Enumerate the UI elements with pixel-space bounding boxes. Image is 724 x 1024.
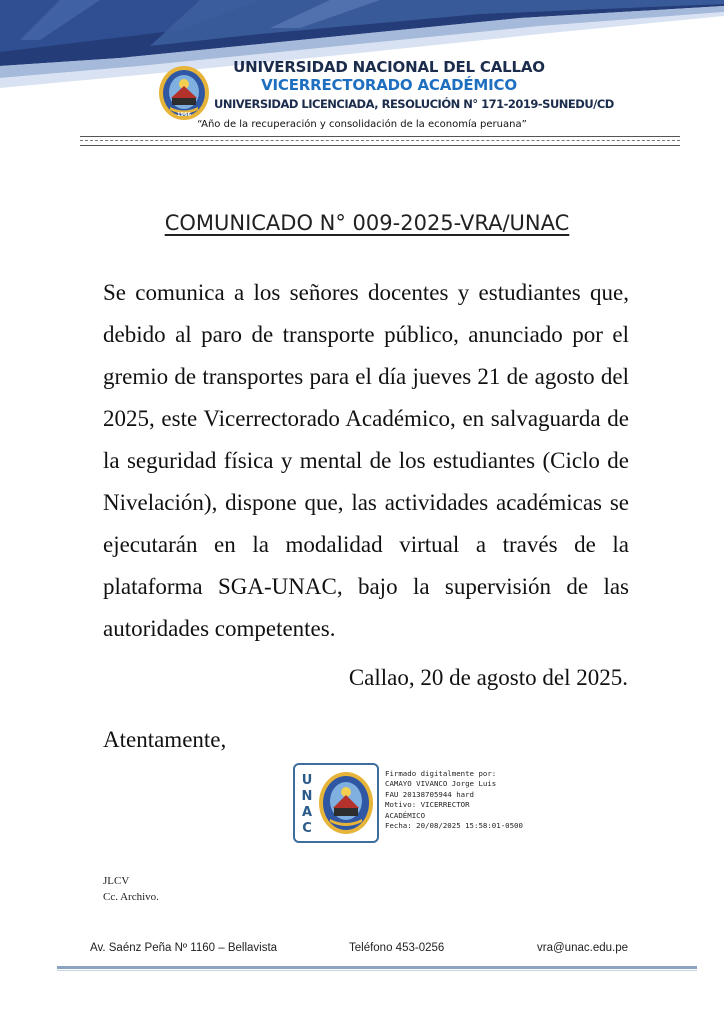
stamp-letters	[300, 773, 314, 837]
copy-to: Cc. Archivo.	[103, 891, 159, 903]
header-divider	[80, 136, 680, 146]
place-date: Callao, 20 de agosto del 2025.	[348, 665, 628, 690]
signature-stamp	[293, 763, 379, 843]
digital-signature-details	[385, 769, 523, 831]
document-title: COMUNICADO N° 009-2025-VRA/UNAC	[164, 211, 570, 235]
signature-line: FAU 20138705944 hard	[385, 789, 474, 799]
license-line: UNIVERSIDAD LICENCIADA, RESOLUCIÓN N° 171-2019-SUNEDU/CD	[214, 97, 614, 111]
year-motto: “Año de la recuperación y consolidación de la economía peruana”	[197, 119, 527, 130]
stamp-letter: A	[301, 805, 313, 820]
document-body: Se comunica a los señores docentes y estudiantes que, debido al paro de transporte público, anunciado por el gremio de transportes para el día jueves 21 de agosto del 2025, este Vicerrectorado Académico, en salvaguarda de la seguridad física y mental de los estudiantes (Ciclo de Nivelación), dispone que, las actividades académicas se ejecutarán en la modalidad virtual a través de la plataforma SGA-UNAC, bajo la supervisión de las autoridades competentes.	[103, 280, 629, 641]
university-seal-logo	[157, 64, 211, 122]
stamp-letter: U	[301, 773, 313, 788]
signature-line: CAMAYO VIVANCO Jorge Luis	[385, 779, 497, 789]
footer-phone: Teléfono 453-0256	[349, 942, 445, 954]
reference-initials-block	[103, 873, 159, 905]
signature-line: ACADÉMICO	[385, 810, 426, 820]
signature-line: Motivo: VICERRECTOR	[385, 800, 470, 810]
university-name: UNIVERSIDAD NACIONAL DEL CALLAO	[233, 58, 545, 76]
signature-line: Firmado digitalmente por:	[385, 769, 497, 778]
seal-year: 1966	[177, 112, 191, 118]
footer-address: Av. Saénz Peña Nº 1160 – Bellavista	[90, 942, 278, 954]
closing-line: Atentamente,	[103, 727, 227, 752]
stamp-seal-logo	[318, 771, 374, 835]
office-name: VICERRECTORADO ACADÉMICO	[261, 76, 517, 94]
footer-divider-thin	[57, 970, 697, 971]
stamp-letter: C	[302, 821, 312, 836]
signature-line: Fecha: 20/08/2025 15:58:01-0500	[385, 821, 523, 831]
stamp-letter: N	[301, 789, 313, 804]
footer-email: vra@unac.edu.pe	[537, 942, 628, 954]
author-initials: JLCV	[103, 875, 130, 887]
footer-divider	[57, 966, 697, 969]
